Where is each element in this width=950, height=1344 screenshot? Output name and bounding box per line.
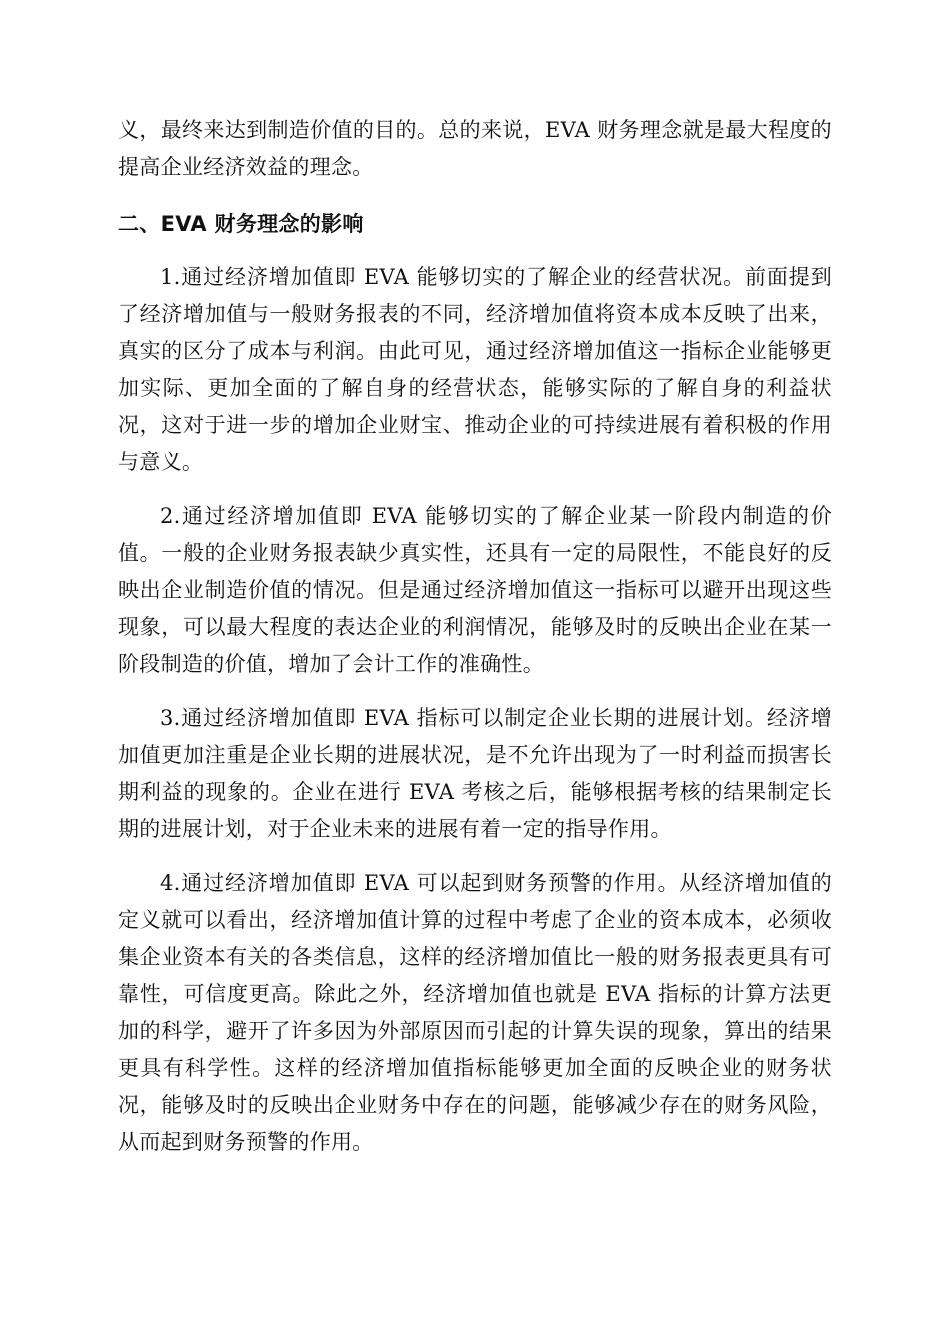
section-heading: 二、EVA 财务理念的影响 <box>118 212 364 236</box>
intro-paragraph: 义，最终来达到制造价值的目的。总的来说，EVA 财务理念就是最大程度的提高企业经济效益的理念。 <box>118 118 832 179</box>
paragraph-4: 4.通过经济增加值即 EVA 可以起到财务预警的作用。从经济增加值的定义就可以看出，经济增加值计算的过程中考虑了企业的资本成本，必须收集企业资本有关的各类信息，这样的经济增加值比一般的财务报表更具有可靠性，可信度更高。除此之外，经济增加值也就是 EVA 指标的计算方法更加的科学，避开了许多因为外部原因而引起的计算失误的现象，算出的结果更具有科学性。这样的经济增加值指标能够更加全面的反映企业的财务状况，能够及时的反映出企业财务中存在的问题，能够减少存在的财务风险，从而起到财务预警的作用。 <box>118 871 832 1154</box>
paragraph-3: 3.通过经济增加值即 EVA 指标可以制定企业长期的进展计划。经济增加值更加注重是企业长期的进展状况，是不允许出现为了一时利益而损害长期利益的现象的。企业在进行 EVA 考核之后，能够根据考核的结果制定长期的进展计划，对于企业未来的进展有着一定的指导作用。 <box>118 706 832 841</box>
paragraph-2: 2.通过经济增加值即 EVA 能够切实的了解企业某一阶段内制造的价值。一般的企业财务报表缺少真实性，还具有一定的局限性，不能良好的反映出企业制造价值的情况。但是通过经济增加值这一指标可以避开出现这些现象，可以最大程度的表达企业的利润情况，能够及时的反映出企业在某一阶段制造的价值，增加了会计工作的准确性。 <box>118 504 832 676</box>
paragraph-1: 1.通过经济增加值即 EVA 能够切实的了解企业的经营状况。前面提到了经济增加值与一般财务报表的不同，经济增加值将资本成本反映了出来，真实的区分了成本与利润。由此可见，通过经济增加值这一指标企业能够更加实际、更加全面的了解自身的经营状态，能够实际的了解自身的利益状况，这对于进一步的增加企业财宝、推动企业的可持续进展有着积极的作用与意义。 <box>118 265 832 474</box>
